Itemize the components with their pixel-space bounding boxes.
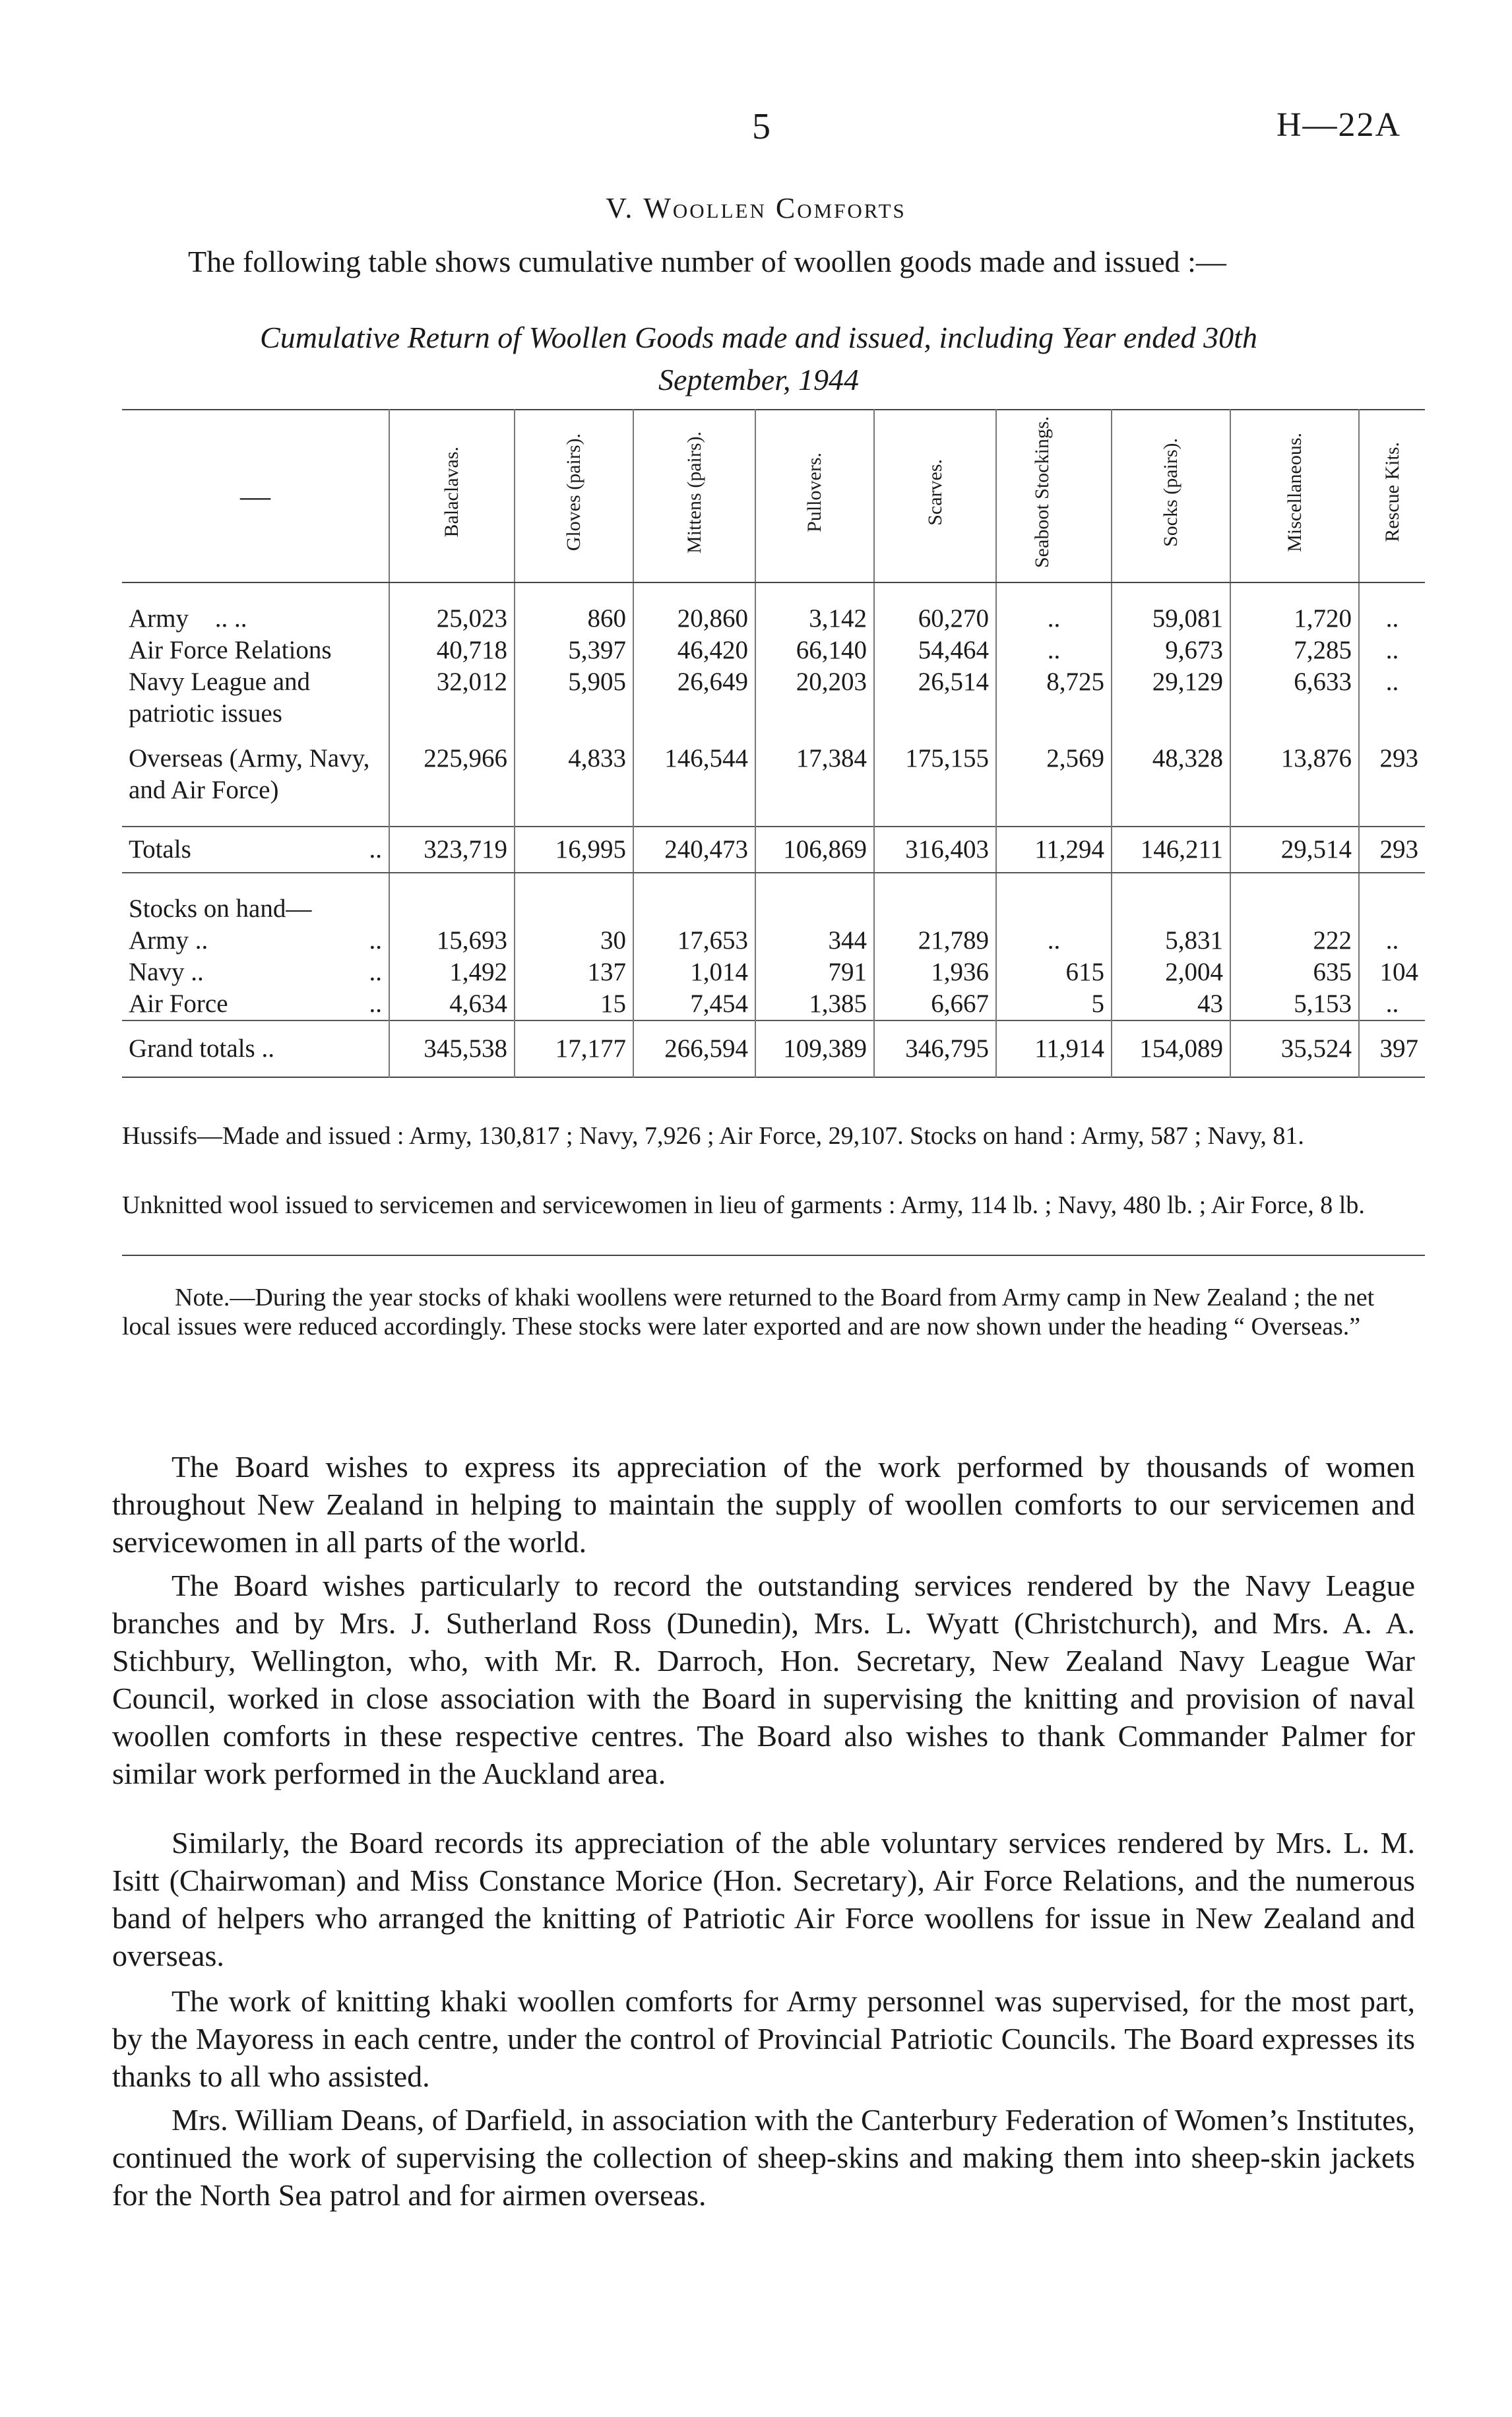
document-reference: H—22A bbox=[1276, 106, 1402, 144]
cell: 17,384 bbox=[755, 730, 874, 806]
cell: 1,492 bbox=[389, 957, 515, 988]
cell: 104 bbox=[1359, 957, 1425, 988]
cell: 791 bbox=[755, 957, 874, 988]
cell: 60,270 bbox=[874, 603, 996, 635]
cell: 293 bbox=[1359, 730, 1425, 806]
page-number: 5 bbox=[752, 106, 771, 147]
footnote-hussifs: Hussifs—Made and issued : Army, 130,817 ; Navy, 7,926 ; Air Force, 29,107. Stocks on hand : Army, 587 ; Navy, 81. bbox=[122, 1122, 1304, 1150]
cell: 17,177 bbox=[515, 1020, 633, 1077]
cell: 30 bbox=[515, 925, 633, 957]
row-label: Navy .. .. bbox=[129, 958, 382, 986]
cell: 17,653 bbox=[633, 925, 755, 957]
header-miscellaneous: Miscellaneous. bbox=[1230, 410, 1359, 582]
paragraph-sheep-skins: Mrs. William Deans, of Darfield, in association with the Canterbury Federation of Women’s Institutes, continued the work of supervising the collection of sheep-skins and making them into sheep-skin jackets for the North Sea patrol and for airmen overseas. bbox=[112, 2103, 1415, 2212]
cell: 860 bbox=[515, 603, 633, 635]
cell: 20,203 bbox=[755, 666, 874, 730]
header-rescue-kits: Rescue Kits. bbox=[1359, 410, 1425, 582]
cell: 35,524 bbox=[1230, 1020, 1359, 1077]
totals-label: Totals .. bbox=[122, 827, 389, 873]
header-balaclavas: Balaclavas. bbox=[389, 410, 515, 582]
divider bbox=[122, 1255, 1425, 1256]
cell: 7,285 bbox=[1230, 635, 1359, 666]
cell: .. bbox=[996, 635, 1112, 666]
table-row bbox=[122, 957, 1425, 988]
paragraph-appreciation: The Board wishes to express its appreciation of the work performed by thousands of women throughout New Zealand in helping to maintain the supply of woollen comforts to our servicemen and servicewomen in all parts of the world. bbox=[112, 1450, 1415, 1559]
header-mittens: Mittens (pairs). bbox=[633, 410, 755, 582]
cell: 175,155 bbox=[874, 730, 996, 806]
section-heading: Woollen Comforts bbox=[643, 192, 906, 224]
cell: .. bbox=[1359, 666, 1425, 730]
cell: 6,667 bbox=[874, 988, 996, 1020]
cell: 43 bbox=[1112, 988, 1230, 1020]
grand-totals-row bbox=[122, 1020, 1425, 1077]
cell: 635 bbox=[1230, 957, 1359, 988]
cell: 21,789 bbox=[874, 925, 996, 957]
cell: 1,014 bbox=[633, 957, 755, 988]
cell: 20,860 bbox=[633, 603, 755, 635]
row-label: Air Force .. bbox=[129, 989, 382, 1018]
cell: 109,389 bbox=[755, 1020, 874, 1077]
cell: 266,594 bbox=[633, 1020, 755, 1077]
table-caption: Cumulative Return of Woollen Goods made and issued, including Year ended 30th September, 1944 bbox=[260, 321, 1257, 396]
cell: 293 bbox=[1359, 827, 1425, 873]
cell: 5 bbox=[996, 988, 1112, 1020]
row-label: Army .. .. bbox=[129, 926, 382, 955]
intro-text: The following table shows cumulative number of woollen goods made and issued :— bbox=[188, 245, 1226, 278]
cell: .. bbox=[996, 603, 1112, 635]
table-row bbox=[122, 603, 1425, 635]
cell: .. bbox=[1359, 925, 1425, 957]
cell: 345,538 bbox=[389, 1020, 515, 1077]
cell: 5,831 bbox=[1112, 925, 1230, 957]
section-title bbox=[0, 191, 1512, 225]
cell: 146,544 bbox=[633, 730, 755, 806]
totals-row bbox=[122, 827, 1425, 873]
stocks-heading-row bbox=[122, 893, 1425, 925]
footnote-unknitted-wool: Unknitted wool issued to servicemen and servicewomen in lieu of garments : Army, 114 lb. ; Navy, 480 lb. ; Air Force, 8 lb. bbox=[122, 1191, 1365, 1219]
cell: 48,328 bbox=[1112, 730, 1230, 806]
table-row bbox=[122, 988, 1425, 1020]
cell: 16,995 bbox=[515, 827, 633, 873]
cell: 5,905 bbox=[515, 666, 633, 730]
header-pullovers: Pullovers. bbox=[755, 410, 874, 582]
cell: 6,633 bbox=[1230, 666, 1359, 730]
table-row bbox=[122, 925, 1425, 957]
table-row bbox=[122, 730, 1425, 806]
cell: 8,725 bbox=[996, 666, 1112, 730]
cell: 2,004 bbox=[1112, 957, 1230, 988]
cell: .. bbox=[1359, 635, 1425, 666]
cell: 29,514 bbox=[1230, 827, 1359, 873]
cell: .. bbox=[1359, 603, 1425, 635]
cell: 26,514 bbox=[874, 666, 996, 730]
cell: 66,140 bbox=[755, 635, 874, 666]
cell: 54,464 bbox=[874, 635, 996, 666]
cell: 137 bbox=[515, 957, 633, 988]
cell: 615 bbox=[996, 957, 1112, 988]
cell: 3,142 bbox=[755, 603, 874, 635]
cell: 9,673 bbox=[1112, 635, 1230, 666]
cell: 32,012 bbox=[389, 666, 515, 730]
cell: 11,294 bbox=[996, 827, 1112, 873]
cell: 4,833 bbox=[515, 730, 633, 806]
cell: 59,081 bbox=[1112, 603, 1230, 635]
cell: 40,718 bbox=[389, 635, 515, 666]
table-note: Note.—During the year stocks of khaki woollens were returned to the Board from Army camp in New Zealand ; the net local issues were reduced accordingly. These stocks were later exported and are now shown under the heading “ Overseas.” bbox=[122, 1284, 1375, 1340]
cell: 11,914 bbox=[996, 1020, 1112, 1077]
header-seaboot-stockings: Seaboot Stockings. bbox=[996, 410, 1112, 582]
paragraph-air-force: Similarly, the Board records its appreciation of the able voluntary services rendered by Mrs. L. M. Isitt (Chairwoman) and Miss Constance Morice (Hon. Secretary), Air Force Relations, and the numerous band of helpers who arranged the knitting of Patriotic Air Force woollens for issue in New Zealand and overseas. bbox=[112, 1826, 1415, 1972]
row-label: Air Force Relations bbox=[129, 636, 332, 664]
cell: .. bbox=[996, 925, 1112, 957]
paragraph-navy-league: The Board wishes particularly to record the outstanding services rendered by the Navy League branches and by Mrs. J. Sutherland Ross (Dunedin), Mrs. L. Wyatt (Christchurch), and Mrs. A. A. Stichbury, Wellington, who, with Mr. R. Darroch, Hon. Secretary, New Zealand Navy League War Council, worked in close association with the Board in supervising the knitting and provision of naval woollen comforts in these respective centres. The Board also wishes to thank Commander Palmer for similar work performed in the Auckland area. bbox=[112, 1569, 1415, 1790]
cell: 1,936 bbox=[874, 957, 996, 988]
cell: 397 bbox=[1359, 1020, 1425, 1077]
cell: 25,023 bbox=[389, 603, 515, 635]
cell: 225,966 bbox=[389, 730, 515, 806]
cell: 7,454 bbox=[633, 988, 755, 1020]
cell: 29,129 bbox=[1112, 666, 1230, 730]
cell: 26,649 bbox=[633, 666, 755, 730]
section-roman: V. bbox=[606, 192, 635, 224]
cell: 5,153 bbox=[1230, 988, 1359, 1020]
cell: 5,397 bbox=[515, 635, 633, 666]
cell: 1,720 bbox=[1230, 603, 1359, 635]
header-socks: Socks (pairs). bbox=[1112, 410, 1230, 582]
header-gloves: Gloves (pairs). bbox=[515, 410, 633, 582]
table-row bbox=[122, 666, 1425, 730]
cell: 15 bbox=[515, 988, 633, 1020]
table-header-row bbox=[122, 410, 1425, 582]
woollen-goods-table bbox=[122, 409, 1425, 1078]
header-corner: — bbox=[122, 410, 389, 582]
row-label: Army .. .. bbox=[129, 604, 247, 633]
cell: 316,403 bbox=[874, 827, 996, 873]
row-label: Navy League and patriotic issues bbox=[129, 668, 311, 728]
table-row bbox=[122, 635, 1425, 666]
stocks-heading: Stocks on hand— bbox=[129, 895, 312, 923]
row-label: Overseas (Army, Navy, and Air Force) bbox=[129, 744, 370, 804]
paragraph-army: The work of knitting khaki woollen comforts for Army personnel was supervised, for the most part, by the Mayoress in each centre, under the control of Provincial Patriotic Councils. The Board expresses its thanks to all who assisted. bbox=[112, 1984, 1415, 2093]
cell: 154,089 bbox=[1112, 1020, 1230, 1077]
cell: .. bbox=[1359, 988, 1425, 1020]
cell: 4,634 bbox=[389, 988, 515, 1020]
cell: 344 bbox=[755, 925, 874, 957]
header-scarves: Scarves. bbox=[874, 410, 996, 582]
cell: 346,795 bbox=[874, 1020, 996, 1077]
cell: 323,719 bbox=[389, 827, 515, 873]
cell: 46,420 bbox=[633, 635, 755, 666]
cell: 222 bbox=[1230, 925, 1359, 957]
cell: 146,211 bbox=[1112, 827, 1230, 873]
cell: 240,473 bbox=[633, 827, 755, 873]
cell: 13,876 bbox=[1230, 730, 1359, 806]
cell: 15,693 bbox=[389, 925, 515, 957]
cell: 1,385 bbox=[755, 988, 874, 1020]
cell: 106,869 bbox=[755, 827, 874, 873]
grand-totals-label: Grand totals .. bbox=[122, 1020, 389, 1077]
cell: 2,569 bbox=[996, 730, 1112, 806]
